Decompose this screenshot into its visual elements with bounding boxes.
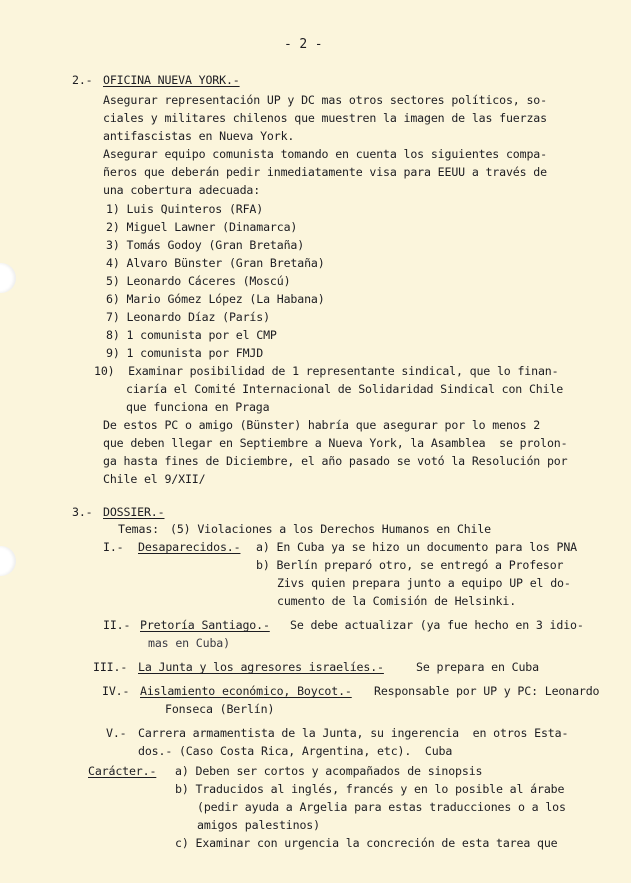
caracter-a: a) Deben ser cortos y acompañados de sinopsis [175, 764, 483, 778]
section-2-number: 2.- [72, 73, 93, 87]
item-5-text: Carrera armamentista de la Junta, su ingerencia en otros Esta- [138, 726, 569, 740]
temas-text: (5) Violaciones a los Derechos Humanos en Chile [170, 522, 492, 536]
item-1-b: b) Berlín preparó otro, se entregó a Profesor [256, 558, 564, 572]
item-10-line: 10) Examinar posibilidad de 1 representante sindical, que lo finan- [94, 364, 559, 378]
caracter-b3: amigos palestinos) [197, 818, 320, 832]
nominee-item: 2) Miguel Lawner (Dinamarca) [106, 220, 298, 234]
item-1-b2: Zivs quien prepara junto a equipo UP el do- [277, 576, 571, 590]
closing-line: De estos PC o amigo (Bünster) habría que asegurar por lo menos 2 [103, 418, 541, 432]
item-5-label: V.- [106, 726, 127, 740]
caracter-b2: (pedir ayuda a Argelia para estas traducciones o a los [197, 800, 566, 814]
nominee-item: 7) Leonardo Díaz (París) [106, 310, 270, 324]
item-1-b3: cumento de la Comisión de Helsinki. [277, 594, 517, 608]
closing-line: que deben llegar en Septiembre a Nueva York, la Asamblea se prolon- [103, 436, 568, 450]
section-2-line: ciales y militares chilenos que muestren la imagen de las fuerzas [103, 111, 547, 125]
section-2-line: Asegurar representación UP y DC mas otros sectores políticos, so- [103, 93, 547, 107]
item-3-text: Se prepara en Cuba [416, 660, 539, 674]
item-4-title: Aislamiento económico, Boycot.- [140, 684, 352, 698]
item-3-label: III.- [93, 660, 128, 674]
item-4-label: IV.- [102, 684, 130, 698]
item-4-text2: Fonseca (Berlín) [165, 702, 275, 716]
nominee-item: 4) Alvaro Bünster (Gran Bretaña) [106, 256, 325, 270]
section-2-line: ñeros que deberán pedir inmediatamente visa para EEUU a través de [103, 165, 547, 179]
item-3-title: La Junta y los agresores israelíes.- [138, 660, 384, 674]
nominee-item: 9) 1 comunista por FMJD [106, 346, 264, 360]
nominee-item: 8) 1 comunista por el CMP [106, 328, 277, 342]
section-3-number: 3.- [72, 505, 93, 519]
nominee-item: 3) Tomás Godoy (Gran Bretaña) [106, 238, 305, 252]
section-2-heading: OFICINA NUEVA YORK.- [103, 73, 240, 87]
caracter-label: Carácter.- [88, 764, 157, 778]
item-1-title: Desaparecidos.- [138, 540, 241, 554]
section-2-line: antifascistas en Nueva York. [103, 129, 295, 143]
item-2-title: Pretoría Santiago.- [140, 618, 270, 632]
item-5-text2: dos.- (Caso Costa Rica, Argentina, etc). Cuba [138, 744, 453, 758]
page-number: - 2 - [284, 37, 323, 52]
closing-line: ga hasta fines de Diciembre, el año pasado se votó la Resolución por [103, 454, 568, 468]
item-1-a: a) En Cuba ya se hizo un documento para los PNA [256, 540, 578, 554]
item-10-line: que funciona en Praga [126, 400, 270, 414]
section-2-line: Asegurar equipo comunista tomando en cuenta los siguientes compa- [103, 147, 547, 161]
item-10-line: ciaría el Comité Internacional de Solidaridad Sindical con Chile [126, 382, 564, 396]
punch-hole [0, 546, 16, 576]
nominee-item: 1) Luis Quinteros (RFA) [106, 202, 264, 216]
item-4-text: Responsable por UP y PC: Leonardo [374, 684, 600, 698]
temas-label: Temas: [118, 522, 159, 536]
caracter-b: b) Traducidos al inglés, francés y en lo posible al árabe [175, 782, 565, 796]
punch-hole [0, 263, 16, 293]
caracter-c: c) Examinar con urgencia la concreción de esta tarea que [175, 836, 558, 850]
item-2-text: Se debe actualizar (ya fue hecho en 3 idio- [290, 618, 584, 632]
item-2-label: II.- [103, 618, 131, 632]
nominee-item: 5) Leonardo Cáceres (Moscú) [106, 274, 291, 288]
nominee-item: 6) Mario Gómez López (La Habana) [106, 292, 325, 306]
item-1-label: I.- [103, 540, 124, 554]
item-2-text2: mas en Cuba) [148, 636, 230, 650]
section-2-line: una cobertura adecuada: [103, 183, 261, 197]
section-3-heading: DOSSIER.- [103, 505, 165, 519]
closing-line: Chile el 9/XII/ [103, 472, 206, 486]
